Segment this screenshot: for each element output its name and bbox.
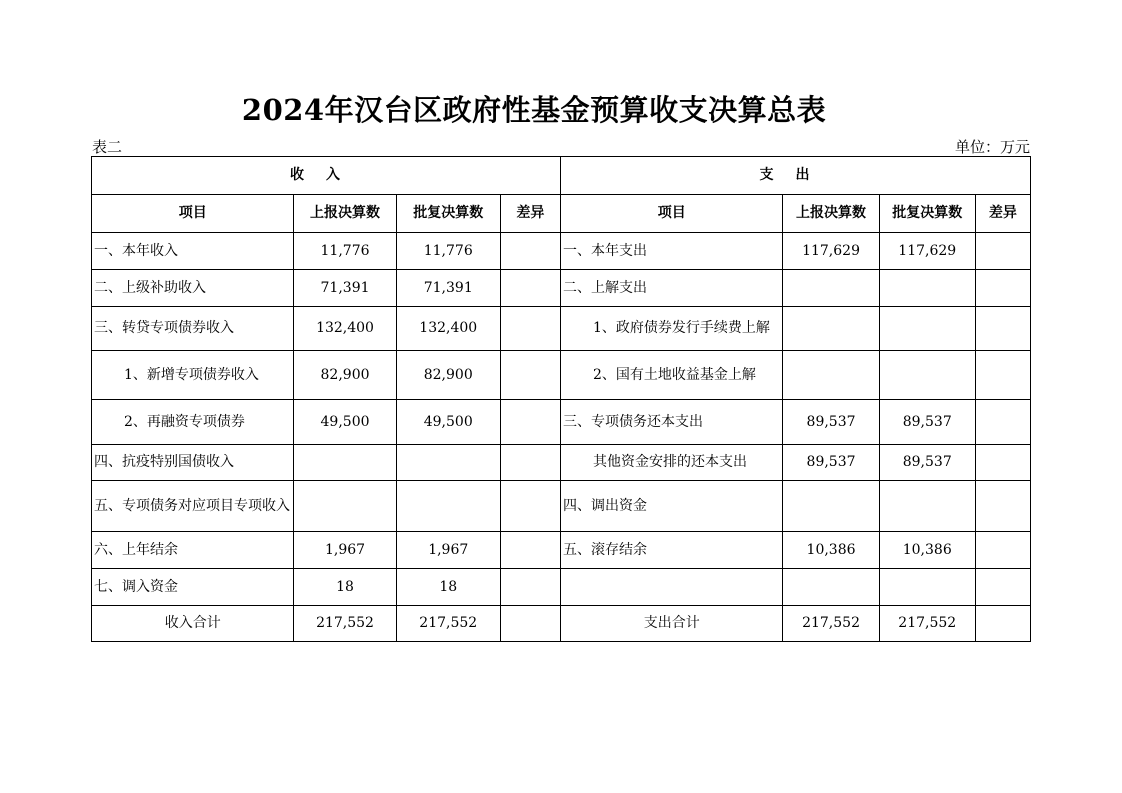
table-row [92,270,1031,307]
table-row [92,481,1031,532]
income-approved: 132,400 [396,307,500,351]
income-diff [500,307,560,351]
expense-item: 二、上解支出 [560,270,782,307]
income-diff [500,445,560,481]
expense-reported [783,351,879,400]
income-approved: 18 [396,569,500,606]
income-diff [500,569,560,606]
income-diff [500,532,560,569]
expense-diff [975,532,1030,569]
expense-col-approved: 批复决算数 [879,195,975,233]
table-row [92,233,1031,270]
expense-approved: 117,629 [879,233,975,270]
income-total-approved: 217,552 [396,606,500,642]
expense-approved [879,481,975,532]
income-col-approved: 批复决算数 [396,195,500,233]
expense-reported: 89,537 [783,400,879,445]
income-section-header: 收入 [92,157,561,195]
income-col-diff: 差异 [500,195,560,233]
expense-approved [879,351,975,400]
income-diff [500,351,560,400]
expense-approved: 10,386 [879,532,975,569]
expense-diff [975,569,1030,606]
income-reported: 49,500 [294,400,396,445]
expense-diff [975,270,1030,307]
expense-reported: 117,629 [783,233,879,270]
expense-total-reported: 217,552 [783,606,879,642]
expense-total-diff [975,606,1030,642]
expense-diff [975,233,1030,270]
budget-table [91,156,1031,642]
income-item: 三、转贷专项债券收入 [92,307,294,351]
income-item: 七、调入资金 [92,569,294,606]
income-reported: 71,391 [294,270,396,307]
income-diff [500,233,560,270]
expense-item: 1、政府债券发行手续费上解 [560,307,782,351]
income-item: 四、抗疫特别国债收入 [92,445,294,481]
income-item: 五、专项债务对应项目专项收入 [92,481,294,532]
expense-approved: 89,537 [879,400,975,445]
income-total-diff [500,606,560,642]
page-title: 2024年汉台区政府性基金预算收支决算总表 [241,93,827,127]
income-diff [500,400,560,445]
income-col-reported: 上报决算数 [294,195,396,233]
income-item: 一、本年收入 [92,233,294,270]
expense-item [560,569,782,606]
income-col-item: 项目 [92,195,294,233]
income-approved: 11,776 [396,233,500,270]
expense-diff [975,307,1030,351]
income-reported: 1,967 [294,532,396,569]
income-diff [500,481,560,532]
income-reported [294,481,396,532]
income-item: 六、上年结余 [92,532,294,569]
income-item: 1、新增专项债券收入 [92,351,294,400]
income-diff [500,270,560,307]
expense-item: 五、滚存结余 [560,532,782,569]
income-approved [396,445,500,481]
income-reported [294,445,396,481]
expense-total-approved: 217,552 [879,606,975,642]
totals-row [92,606,1031,642]
column-header-row [92,195,1031,233]
expense-reported: 89,537 [783,445,879,481]
income-approved [396,481,500,532]
expense-approved [879,307,975,351]
income-approved: 49,500 [396,400,500,445]
income-approved: 82,900 [396,351,500,400]
income-reported: 132,400 [294,307,396,351]
income-item: 2、再融资专项债券 [92,400,294,445]
income-reported: 18 [294,569,396,606]
table-row [92,400,1031,445]
expense-approved: 89,537 [879,445,975,481]
income-total-label: 收入合计 [92,606,294,642]
expense-reported [783,270,879,307]
table-row [92,569,1031,606]
expense-item: 2、国有土地收益基金上解 [560,351,782,400]
expense-reported [783,569,879,606]
expense-col-reported: 上报决算数 [783,195,879,233]
expense-reported: 10,386 [783,532,879,569]
expense-item: 四、调出资金 [560,481,782,532]
expense-item: 其他资金安排的还本支出 [560,445,782,481]
table-row [92,445,1031,481]
income-reported: 82,900 [294,351,396,400]
unit-label: 单位：万元 [954,138,1030,156]
expense-reported [783,307,879,351]
expense-approved [879,270,975,307]
expense-col-item: 项目 [560,195,782,233]
expense-reported [783,481,879,532]
expense-col-diff: 差异 [975,195,1030,233]
expense-diff [975,351,1030,400]
table-row [92,532,1031,569]
income-reported: 11,776 [294,233,396,270]
income-approved: 1,967 [396,532,500,569]
expense-approved [879,569,975,606]
table-row [92,307,1031,351]
table-row [92,351,1031,400]
expense-section-header: 支出 [560,157,1030,195]
table-number: 表二 [92,138,123,156]
expense-diff [975,445,1030,481]
expense-total-label: 支出合计 [560,606,782,642]
expense-diff [975,481,1030,532]
income-item: 二、上级补助收入 [92,270,294,307]
expense-item: 三、专项债务还本支出 [560,400,782,445]
income-approved: 71,391 [396,270,500,307]
expense-item: 一、本年支出 [560,233,782,270]
section-header-row [92,157,1031,195]
expense-diff [975,400,1030,445]
income-total-reported: 217,552 [294,606,396,642]
